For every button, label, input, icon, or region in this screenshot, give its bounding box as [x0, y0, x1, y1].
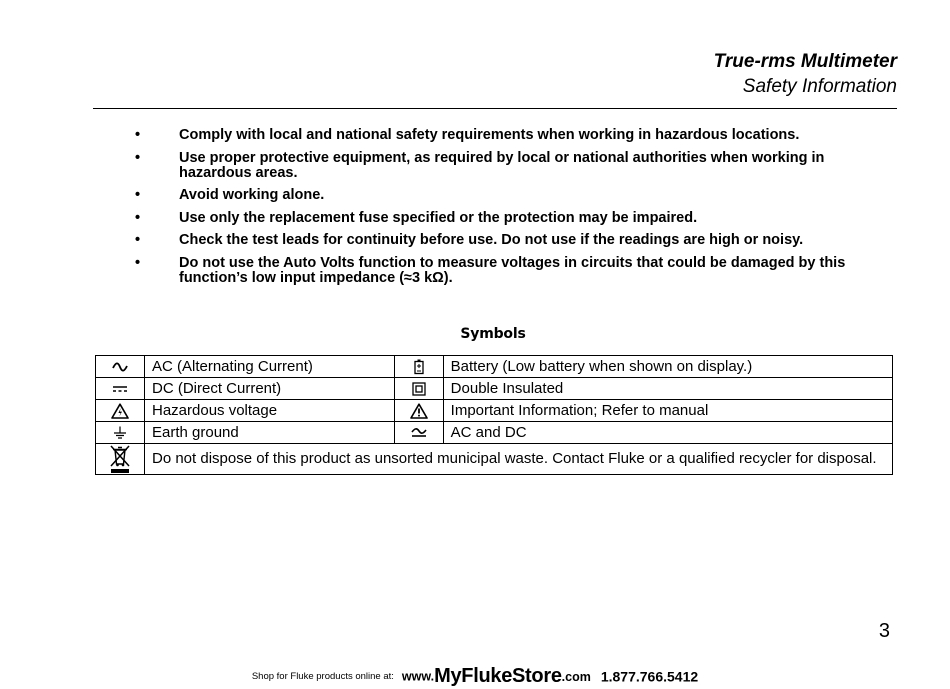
dc-icon — [96, 378, 145, 400]
hazardous-voltage-icon — [96, 400, 145, 422]
footer-tld: .com — [561, 669, 591, 684]
symbol-description: AC and DC — [443, 422, 892, 444]
table-row — [96, 356, 893, 378]
bullet-glyph: • — [135, 187, 141, 203]
bullet-glyph: • — [135, 127, 141, 143]
symbol-description: Earth ground — [145, 422, 395, 444]
symbol-description: AC (Alternating Current) — [145, 356, 395, 378]
double-insulated-icon — [394, 378, 443, 400]
symbol-description: Double Insulated — [443, 378, 892, 400]
footer-banner — [0, 665, 950, 688]
header-divider — [93, 108, 897, 109]
bullet-item: • Avoid working alone. — [135, 187, 325, 203]
page-number: 3 — [878, 620, 890, 642]
crossed-bin-icon — [96, 444, 145, 475]
bullet-item: • Comply with local and national safety requirements when working in hazardous locations. — [135, 127, 800, 143]
section-title: Safety Information — [742, 76, 897, 97]
symbol-description: Important Information; Refer to manual — [443, 400, 892, 422]
disposal-notice: Do not dispose of this product as unsorted municipal waste. Contact Fluke or a qualified recycler for disposal. — [145, 444, 893, 475]
symbol-description: DC (Direct Current) — [145, 378, 395, 400]
table-row — [96, 378, 893, 400]
bullet-item: • Do not use the Auto Volts function to measure voltages in circuits that could be damaged by this function’s low input impedance (≈3 kΩ). — [135, 254, 846, 286]
bullet-item: • Check the test leads for continuity before use. Do not use if the readings are high or noisy. — [135, 232, 804, 248]
footer-www: www. — [401, 669, 435, 684]
footer-lead-text: Shop for Fluke products online at: — [251, 671, 394, 682]
ac-dc-icon — [394, 422, 443, 444]
bullet-item: • Use only the replacement fuse specified or the protection may be impaired. — [135, 209, 698, 226]
symbol-description: Battery (Low battery when shown on display.) — [443, 356, 892, 378]
earth-ground-icon — [96, 422, 145, 444]
battery-icon — [394, 356, 443, 378]
footer-store-name: MyFlukeStore — [434, 665, 562, 687]
bullet-glyph: • — [135, 254, 141, 271]
table-row — [96, 444, 893, 475]
table-row — [96, 400, 893, 422]
footer-phone: 1.877.766.5412 — [600, 668, 699, 685]
bullet-glyph: • — [135, 232, 141, 248]
symbols-heading: Symbols — [460, 326, 526, 342]
ac-icon — [96, 356, 145, 378]
bullet-glyph: • — [135, 209, 141, 226]
warning-icon — [394, 400, 443, 422]
symbols-table — [95, 355, 893, 475]
table-row — [96, 422, 893, 444]
bullet-glyph: • — [135, 149, 141, 166]
bullet-item: • Use proper protective equipment, as required by local or national authorities when working in hazardous areas. — [135, 149, 825, 181]
symbol-description: Hazardous voltage — [145, 400, 395, 422]
safety-bullet-list — [135, 128, 895, 293]
page-header — [714, 50, 897, 100]
document-title: True-rms Multimeter — [713, 51, 897, 72]
